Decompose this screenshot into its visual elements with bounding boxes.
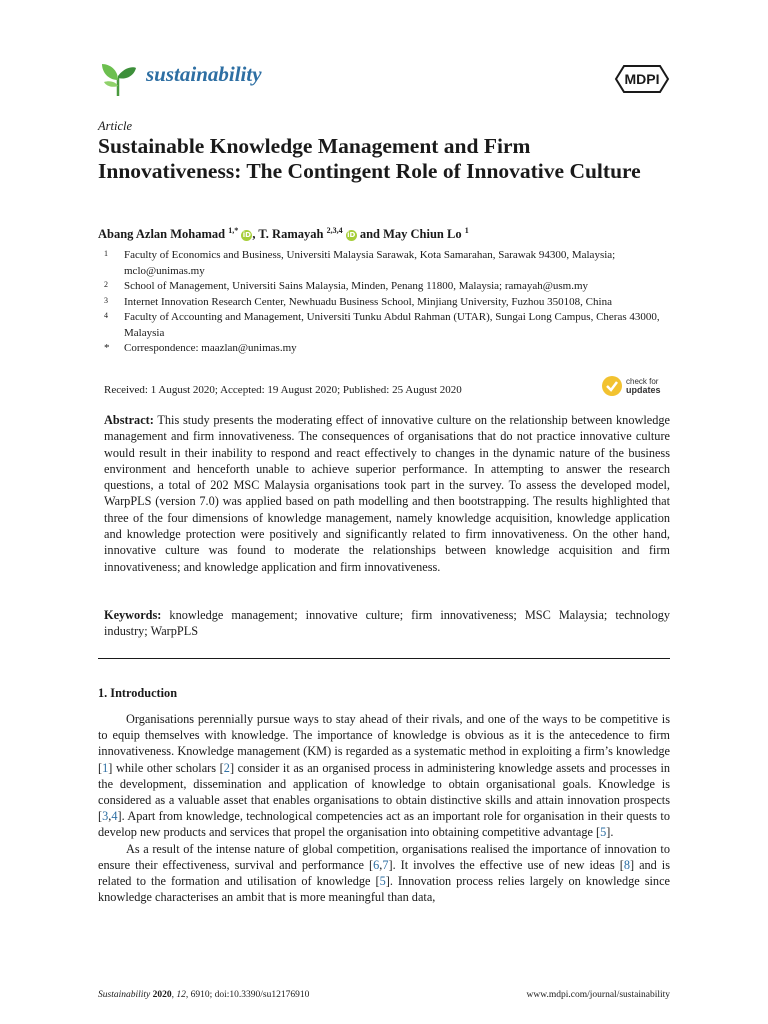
author-name[interactable]: T. Ramayah	[258, 227, 324, 242]
journal-name: sustainability	[146, 61, 262, 86]
author-name[interactable]: May Chiun Lo	[383, 227, 462, 242]
check-updates-line2: updates	[626, 385, 661, 395]
text-run: ] and is related to the formation and utilisation of knowledge [	[98, 857, 670, 889]
footer-journal: Sustainability	[98, 990, 151, 1000]
correspondence-marker: *	[104, 342, 110, 354]
correspondence-text: Correspondence: maazlan@unimas.my	[124, 342, 297, 354]
orcid-icon[interactable]: iD	[242, 231, 251, 240]
keywords	[104, 607, 670, 640]
affiliation-number: 3	[104, 295, 108, 305]
citation-line: Sustainability 2020, 12, 6910; doi:10.3390/su12176910	[98, 990, 310, 1000]
section-body	[98, 711, 670, 905]
citation-link[interactable]: 6	[373, 857, 380, 872]
mdpi-logo-text: MDPI	[624, 71, 660, 87]
citation-link[interactable]: 1	[102, 760, 109, 775]
text-run: ,	[379, 857, 383, 872]
text-run: ]. Apart from knowledge, technological competencies act as an important role for organisation in their quests to develop new products and services that propel the organisation into obtaining competitive advantage [	[98, 809, 670, 840]
check-updates-icon	[601, 375, 623, 397]
body-paragraph	[98, 841, 670, 906]
mdpi-logo[interactable]	[614, 64, 670, 99]
abstract-label: Abstract:	[104, 413, 154, 427]
keywords-label: Keywords:	[104, 608, 162, 622]
text-run: ,	[108, 809, 112, 824]
author-conjunction: and	[359, 227, 380, 242]
citation-link[interactable]: 3	[102, 809, 109, 824]
author-list: Abang Azlan Mohamad $^{1,*}$ iD, T. Ramayah $^{2,3,4}$ iD and May Chiun Lo $^1$	[98, 226, 469, 242]
body-paragraph	[98, 711, 670, 841]
author-name[interactable]: Abang Azlan Mohamad	[98, 227, 226, 242]
journal-logo[interactable]	[98, 58, 262, 98]
footer-volume: 12	[176, 990, 186, 1000]
article-title: Sustainable Knowledge Management and Firm Innovativeness: The Contingent Role of Innovative Culture	[98, 134, 641, 183]
text-run: As a result of the intense nature of global competition, organisations realised the importance of innovation to ensure their effectiveness, survival and performance [	[98, 841, 670, 872]
affiliation-item	[104, 248, 664, 279]
affiliation-text: Faculty of Economics and Business, Universiti Malaysia Sarawak, Kota Samarahan, Sarawak 94300, Malaysia; mclo@unimas.my	[124, 249, 616, 277]
author-affiliation-marker: 1	[464, 226, 469, 235]
sprout-icon	[98, 58, 138, 98]
affiliation-text: Faculty of Accounting and Management, Universiti Tunku Abdul Rahman (UTAR), Sungai Long Campus, Cheras 43000, Malaysia	[124, 311, 660, 339]
section-heading: 1. Introduction	[98, 686, 178, 700]
affiliation-number: 4	[104, 311, 108, 320]
affiliation-text: School of Management, Universiti Sains Malaysia, Minden, Penang 11800, Malaysia; ramayah@usm.my	[124, 280, 589, 292]
author-affiliation-marker: 1,*	[228, 226, 239, 235]
text-run: ].	[606, 825, 614, 840]
citation-link[interactable]: 4	[111, 809, 118, 824]
check-for-updates-badge[interactable]	[601, 375, 661, 397]
citation-link[interactable]: 7	[382, 857, 389, 872]
affiliation-number: 1	[104, 249, 108, 258]
citation-link[interactable]: 2	[223, 760, 230, 775]
citation-link[interactable]: 5	[600, 825, 607, 840]
check-updates-label	[626, 377, 661, 395]
affiliation-text: Internet Innovation Research Center, Newhuadu Business School, Minjiang University, Fuzhou 350108, China	[124, 295, 612, 308]
affiliation-list	[104, 248, 664, 357]
text-run: ]. It involves the effective use of new ideas [	[388, 857, 624, 872]
keywords-text: knowledge management; innovative culture; firm innovativeness; MSC Malaysia; technology industry; WarpPLS	[104, 608, 671, 639]
journal-header	[98, 58, 670, 102]
text-run: ] while other scholars [	[108, 760, 224, 775]
affiliation-item	[104, 310, 664, 341]
citation-link[interactable]: 8	[623, 857, 630, 872]
author-affiliation-marker: 2,3,4	[326, 226, 343, 235]
section-divider	[98, 658, 670, 659]
orcid-icon[interactable]: iD	[347, 231, 356, 240]
abstract-text: This study presents the moderating effect of innovative culture on the relationship between knowledge management and firm innovativeness. The consequences of organisations that do not practice innovative culture would result in their inability to respond and react effectively to changes in the dynamic nature of the business environment and henceforth unable to achieve superior performance. In attempting to answer the research questions, a total of 202 MSC Malaysia organisations took part in the survey. To assess the developed model, WarpPLS (version 7.0) was applied based on path modelling and then bootstrapping. The results highlighted that three of the four dimensions of knowledge management, namely knowledge acquisition, knowledge application and knowledge protection were positively and significantly related to firm innovativeness. On the other hand, innovative culture was found to moderate the relationships between knowledge acquisition and firm innovativeness; and knowledge application and firm innovativeness.	[104, 413, 670, 574]
citation-link[interactable]: 5	[379, 874, 386, 889]
abstract	[104, 412, 670, 575]
journal-url[interactable]: www.mdpi.com/journal/sustainability	[526, 990, 670, 1000]
affiliation-number: 2	[104, 280, 108, 289]
correspondence-item	[104, 341, 664, 357]
check-updates-line1: check for	[626, 377, 659, 386]
text-run: ] consider it as an organised process in administering knowledge assets and processes in the development, dissemination and application of knowledge to obtain organisational goals. Knowledge is considered as a valuable asset that enables organisations to obtain distinctive skills and attain innovation prospects [	[98, 760, 671, 824]
affiliation-item	[104, 279, 664, 295]
footer-doi: , 6910; doi:10.3390/su12176910	[185, 990, 310, 1000]
footer-year: 2020	[152, 990, 172, 1000]
text-run: Organisations perennially pursue ways to stay ahead of their rivals, and one of the ways to be competitive is to equip themselves with knowledge. The importance of knowledge is obvious as it is the antecedence to firm innovativeness. Knowledge management (KM) is regarded as a systematic method in exploiting a firm’s knowledge [	[98, 712, 670, 775]
text-run: ]. Innovation process relies largely on knowledge since knowledge characterises an ambit that is more meaningful than data,	[98, 874, 670, 905]
affiliation-item	[104, 295, 664, 311]
publication-dates: Received: 1 August 2020; Accepted: 19 August 2020; Published: 25 August 2020	[104, 384, 462, 396]
article-type: Article	[98, 119, 133, 133]
